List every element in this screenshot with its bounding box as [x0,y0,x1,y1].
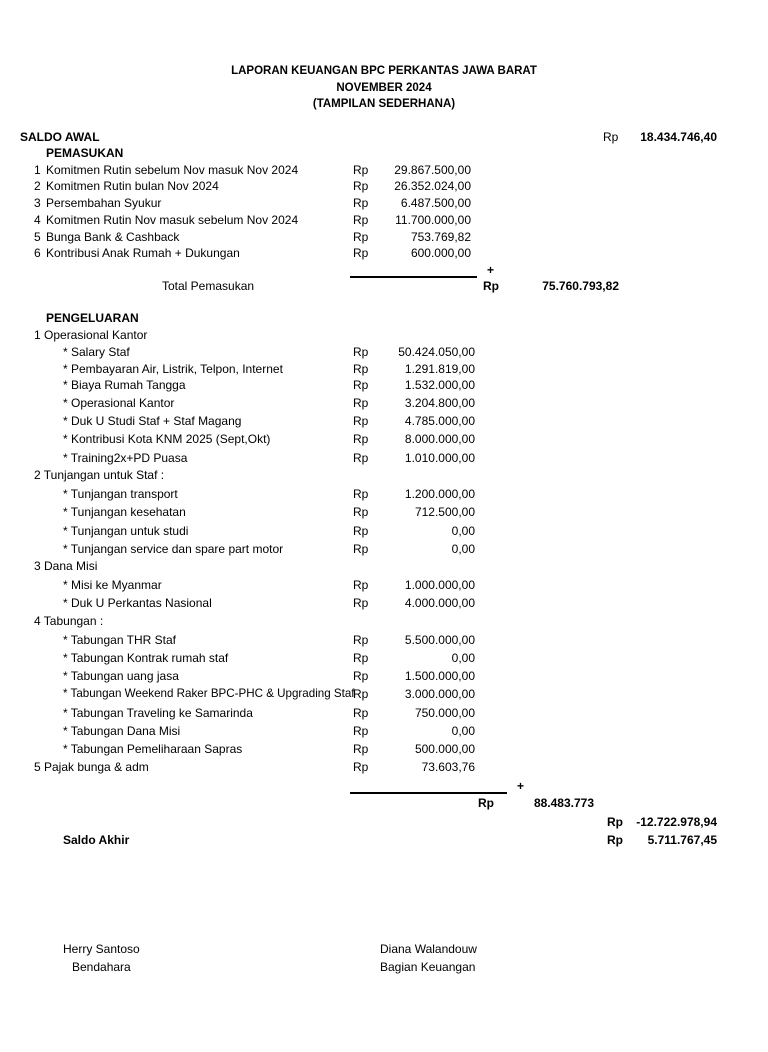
selisih-currency: Rp [607,815,623,829]
row-label: * Tabungan Pemeliharaan Sapras [63,742,243,756]
total-pemasukan-amount: 75.760.793,82 [542,279,619,293]
row-currency: Rp [353,542,369,556]
row-currency: Rp [353,378,369,392]
row-currency: Rp [353,524,369,538]
signatory-name: Diana Walandouw [380,942,477,956]
row-currency: Rp [353,633,369,647]
row-amount: 750.000,00 [414,706,475,720]
row-amount: 0,00 [451,724,475,738]
total-pengeluaran-amount: 88.483.773 [533,796,594,810]
row-currency: Rp [353,505,369,519]
row-currency: Rp [353,760,369,774]
row-currency: Rp [353,487,369,501]
row-amount: 0,00 [451,651,475,665]
row-currency: Rp [353,687,369,701]
row-currency: Rp [353,706,369,720]
saldo-awal-amount: 18.434.746,40 [640,130,717,144]
row-label: * Tabungan Dana Misi [63,724,181,738]
report-period: NOVEMBER 2024 [336,82,432,94]
row-label: * Tunjangan service dan spare part motor [63,542,284,556]
pemasukan-heading: PEMASUKAN [46,146,124,160]
row-label: * Duk U Studi Staf + Staf Magang [63,414,242,428]
row-amount: 3.204.800,00 [404,396,475,410]
signatory-role: Bagian Keuangan [380,960,476,974]
row-amount: 26.352.024,00 [394,179,471,193]
row-label: * Tabungan THR Staf [63,633,176,647]
total-pengeluaran-currency: Rp [478,796,494,810]
row-currency: Rp [353,414,369,428]
pengeluaran-heading: PENGELUARAN [46,311,139,325]
row-amount: 4.785.000,00 [404,414,475,428]
row-label: Komitmen Rutin bulan Nov 2024 [46,179,219,193]
pengeluaran-plus-sign: + [517,779,525,793]
row-amount: 4.000.000,00 [404,596,475,610]
row-currency: Rp [353,396,369,410]
row-number: 2 [34,179,41,193]
row-label: * Pembayaran Air, Listrik, Telpon, Internet [63,362,283,376]
signatory-role: Bendahara [72,960,131,974]
saldo-awal-label: SALDO AWAL [20,130,100,144]
row-amount: 1.500.000,00 [404,669,475,683]
row-amount: 1.532.000,00 [404,378,475,392]
row-label: Komitmen Rutin Nov masuk sebelum Nov 2024 [46,213,299,227]
pemasukan-plus-sign: + [487,263,495,277]
row-amount: 1.010.000,00 [404,451,475,465]
row-amount: 1.000.000,00 [404,578,475,592]
row-currency: Rp [353,651,369,665]
row-label: * Biaya Rumah Tangga [63,378,186,392]
row-label: * Salary Staf [63,345,130,359]
report-subtitle: (TAMPILAN SEDERHANA) [312,98,456,110]
pengeluaran-sum-line [350,792,507,794]
row-amount: 0,00 [451,524,475,538]
row-amount: 500.000,00 [414,742,475,756]
group-title-tabungan: 4 Tabungan : [34,614,104,628]
row-label: Kontribusi Anak Rumah + Dukungan [46,246,240,260]
row-currency: Rp [353,345,369,359]
row-label: * Tunjangan kesehatan [63,505,186,519]
row-amount: 1.291.819,00 [404,362,475,376]
row-currency: Rp [353,432,369,446]
row-currency: Rp [353,451,369,465]
row-number: 5 [34,230,41,244]
row-label: Persembahan Syukur [46,196,162,210]
selisih-amount: -12.722.978,94 [636,815,717,829]
row-amount: 8.000.000,00 [404,432,475,446]
row-label: * Training2x+PD Puasa [63,451,188,465]
row-amount: 3.000.000,00 [404,687,475,701]
total-pemasukan-currency: Rp [483,279,499,293]
row-amount: 600.000,00 [410,246,471,260]
row-currency: Rp [353,230,369,244]
row-label: * Tunjangan untuk studi [63,524,189,538]
row-label: * Misi ke Myanmar [63,578,162,592]
row-amount: 6.487.500,00 [400,196,471,210]
total-pemasukan-label: Total Pemasukan [162,279,255,293]
signatory-name: Herry Santoso [63,942,140,956]
group-title-dana-misi: 3 Dana Misi [34,559,98,573]
row-label: Komitmen Rutin sebelum Nov masuk Nov 2024 [46,163,299,177]
row-amount: 712.500,00 [414,505,475,519]
row-label: * Tabungan Weekend Raker BPC-PHC & Upgrading Staf [63,687,355,700]
row-currency: Rp [353,596,369,610]
row-currency: Rp [353,213,369,227]
row-label: * Kontribusi Kota KNM 2025 (Sept,Okt) [63,432,271,446]
row-amount: 11.700.000,00 [395,213,471,227]
report-title: LAPORAN KEUANGAN BPC PERKANTAS JAWA BARAT [231,65,537,77]
row-currency: Rp [353,578,369,592]
saldo-awal-currency: Rp [603,130,619,144]
group-title-pajak: 5 Pajak bunga & adm [34,760,149,774]
saldo-akhir-currency: Rp [607,833,623,847]
row-number: 6 [34,246,41,260]
saldo-akhir-amount: 5.711.767,45 [647,833,717,847]
row-amount: 29.867.500,00 [394,163,471,177]
row-currency: Rp [353,196,369,210]
row-currency: Rp [353,179,369,193]
row-amount: 0,00 [451,542,475,556]
row-label: * Tabungan uang jasa [63,669,179,683]
saldo-akhir-label: Saldo Akhir [63,833,130,847]
row-label: * Operasional Kantor [63,396,175,410]
row-number: 1 [34,163,41,177]
row-currency: Rp [353,742,369,756]
row-number: 4 [34,213,41,227]
row-amount: 73.603,76 [421,760,475,774]
group-title-tunjangan: 2 Tunjangan untuk Staf : [34,468,165,482]
group-title-operasional: 1 Operasional Kantor [34,328,148,342]
row-currency: Rp [353,246,369,260]
row-amount: 5.500.000,00 [404,633,475,647]
row-currency: Rp [353,163,369,177]
row-label: * Tunjangan transport [63,487,178,501]
row-currency: Rp [353,669,369,683]
row-amount: 753.769,82 [410,230,471,244]
row-label: * Tabungan Kontrak rumah staf [63,651,229,665]
row-currency: Rp [353,362,369,376]
row-currency: Rp [353,724,369,738]
row-amount: 1.200.000,00 [404,487,475,501]
row-label: * Tabungan Traveling ke Samarinda [63,706,253,720]
row-label: Bunga Bank & Cashback [46,230,180,244]
row-label: * Duk U Perkantas Nasional [63,596,212,610]
row-amount: 50.424.050,00 [398,345,475,359]
pemasukan-sum-line [350,276,477,278]
row-number: 3 [34,196,41,210]
